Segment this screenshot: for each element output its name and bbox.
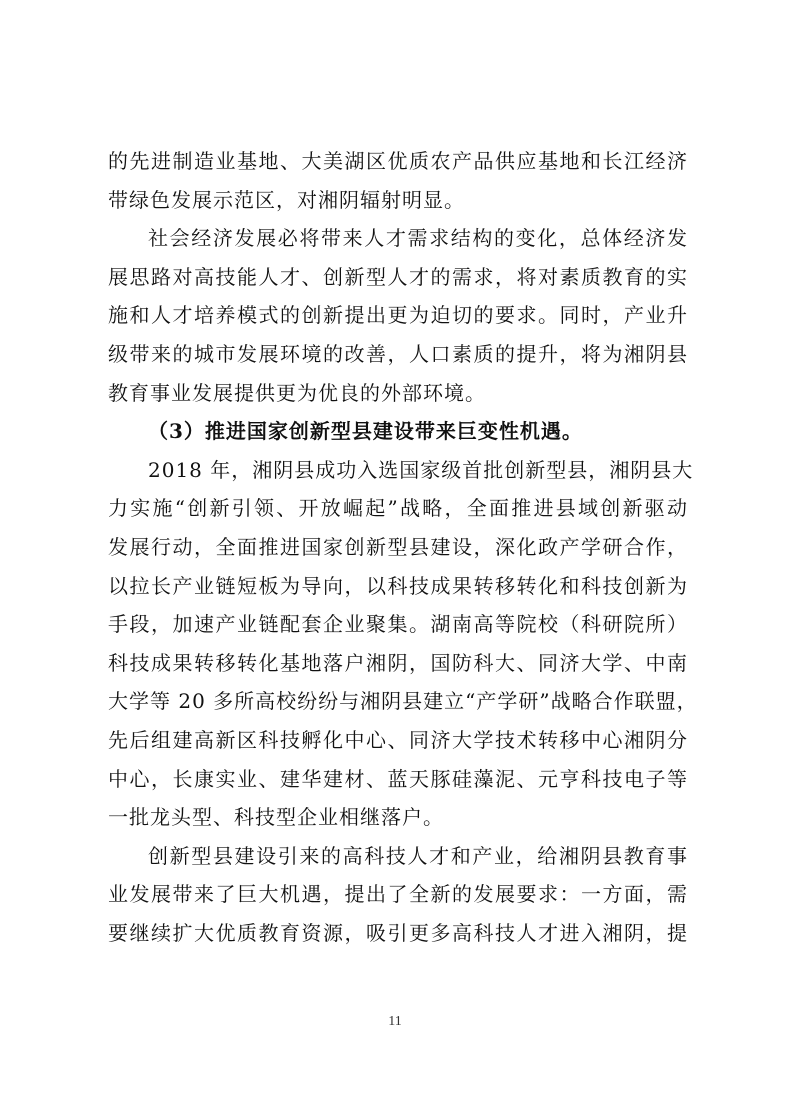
text-line: 社会经济发展必将带来人才需求结构的变化，总体经济发 bbox=[148, 226, 688, 251]
text-line: 以拉长产业链短板为导向，以科技成果转移转化和科技创新为 bbox=[108, 573, 688, 598]
text-line: 要继续扩大优质教育资源，吸引更多高科技人才进入湘阴，提 bbox=[108, 920, 688, 945]
text-line: 业发展带来了巨大机遇，提出了全新的发展要求：一方面，需 bbox=[108, 882, 688, 907]
text-line: 2018 年，湘阴县成功入选国家级首批创新型县，湘阴县大 bbox=[148, 457, 694, 482]
text-line: 创新型县建设引来的高科技人才和产业，给湘阴县教育事 bbox=[148, 843, 688, 868]
text-line: 发展行动，全面推进国家创新型县建设，深化政产学研合作， bbox=[108, 534, 688, 559]
text-line: 手段，加速产业链配套企业聚集。湖南高等院校（科研院所） bbox=[108, 612, 688, 637]
text-line: 施和人才培养模式的创新提出更为迫切的要求。同时，产业升 bbox=[108, 303, 688, 328]
text-line: 大学等 20 多所高校纷纷与湘阴县建立“产学研”战略合作联盟， bbox=[108, 689, 698, 714]
section-heading: （3）推进国家创新型县建设带来巨变性机遇。 bbox=[148, 419, 583, 444]
text-line: 级带来的城市发展环境的改善，人口素质的提升，将为湘阴县 bbox=[108, 341, 688, 366]
page-number: 11 bbox=[388, 1014, 402, 1029]
text-line: 展思路对高技能人才、创新型人才的需求，将对素质教育的实 bbox=[108, 264, 688, 289]
text-line: 带绿色发展示范区，对湘阴辐射明显。 bbox=[108, 187, 465, 212]
text-line: 先后组建高新区科技孵化中心、同济大学技术转移中心湘阴分 bbox=[108, 727, 688, 752]
text-line: 中心，长康实业、建华建材、蓝天豚硅藻泥、元亨科技电子等 bbox=[108, 766, 688, 791]
text-line: 教育事业发展提供更为优良的外部环境。 bbox=[108, 380, 486, 405]
text-line: 力实施“创新引领、开放崛起”战略，全面推进县域创新驱动 bbox=[108, 496, 688, 521]
body-text bbox=[108, 142, 698, 952]
text-line: 的先进制造业基地、大美湖区优质农产品供应基地和长江经济 bbox=[108, 149, 688, 173]
text-line: 科技成果转移转化基地落户湘阴，国防科大、同济大学、中南 bbox=[108, 650, 688, 675]
text-line: 一批龙头型、科技型企业相继落户。 bbox=[108, 805, 444, 830]
